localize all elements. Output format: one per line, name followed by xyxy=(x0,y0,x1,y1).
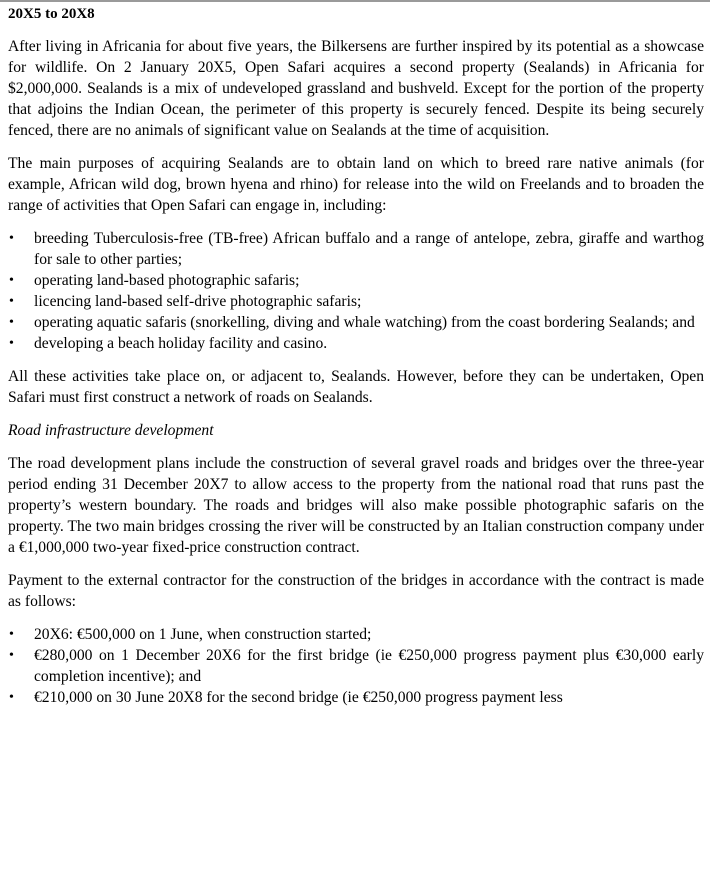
list-item xyxy=(8,312,704,333)
list-item-text: €280,000 on 1 December 20X6 for the first bridge (ie €250,000 progress payment plus €30,000 early completion incentive); and xyxy=(34,647,704,685)
paragraph-purposes: The main purposes of acquiring Sealands are to obtain land on which to breed rare native animals (for example, African wild dog, brown hyena and rhino) for release into the wild on Freelands and to broaden the range of activities that Open Safari can engage in, including: xyxy=(8,155,704,214)
bullet-icon: • xyxy=(9,294,14,309)
paragraph-road-plans: The road development plans include the construction of several gravel roads and bridges over the three-year period ending 31 December 20X7 to allow access to the property from the national road that runs past the property’s western boundary. The roads and bridges will also make possible photographic safaris on the property. The two main bridges crossing the river will be constructed by an Italian construction company under a €1,000,000 two-year fixed-price construction contract. xyxy=(8,455,704,556)
list-item xyxy=(8,624,704,645)
list-item xyxy=(8,687,704,708)
document-page xyxy=(8,4,704,720)
list-item-text: €210,000 on 30 June 20X8 for the second bridge (ie €250,000 progress payment less xyxy=(34,689,563,706)
list-item xyxy=(8,645,704,687)
bullet-icon: • xyxy=(9,336,14,351)
bullet-icon: • xyxy=(9,627,14,642)
activities-list xyxy=(8,228,704,354)
list-item-text: licencing land-based self-drive photographic safaris; xyxy=(34,293,362,310)
bullet-icon: • xyxy=(9,648,14,663)
list-item-text: 20X6: €500,000 on 1 June, when construction started; xyxy=(34,626,372,643)
list-item xyxy=(8,333,704,354)
paragraph-roads-required: All these activities take place on, or adjacent to, Sealands. However, before they can be undertaken, Open Safari must first construct a network of roads on Sealands. xyxy=(8,368,704,406)
top-border-rule xyxy=(0,0,710,2)
payments-list xyxy=(8,624,704,708)
list-item-text: operating aquatic safaris (snorkelling, diving and whale watching) from the coast bordering Sealands; and xyxy=(34,314,695,331)
list-item xyxy=(8,291,704,312)
paragraph-acquisition: After living in Africania for about five years, the Bilkersens are further inspired by its potential as a showcase for wildlife. On 2 January 20X5, Open Safari acquires a second property (Sealands) in Africania for $2,000,000. Sealands is a mix of undeveloped grassland and bushveld. Except for the portion of the property that adjoins the Indian Ocean, the perimeter of this property is securely fenced. Despite its being securely fenced, there are no animals of significant value on Sealands at the time of acquisition. xyxy=(8,38,704,139)
paragraph-payment-intro: Payment to the external contractor for the construction of the bridges in accordance with the contract is made as follows: xyxy=(8,572,704,610)
list-item-text: operating land-based photographic safaris; xyxy=(34,272,300,289)
list-item xyxy=(8,228,704,270)
bullet-icon: • xyxy=(9,231,14,246)
bullet-icon: • xyxy=(9,690,14,705)
section-heading: 20X5 to 20X8 xyxy=(8,6,95,22)
subheading-road-infrastructure: Road infrastructure development xyxy=(8,422,214,439)
list-item-text: breeding Tuberculosis-free (TB-free) African buffalo and a range of antelope, zebra, giraffe and warthog for sale to other parties; xyxy=(34,230,704,268)
list-item-text: developing a beach holiday facility and casino. xyxy=(34,335,328,352)
bullet-icon: • xyxy=(9,315,14,330)
list-item xyxy=(8,270,704,291)
bullet-icon: • xyxy=(9,273,14,288)
